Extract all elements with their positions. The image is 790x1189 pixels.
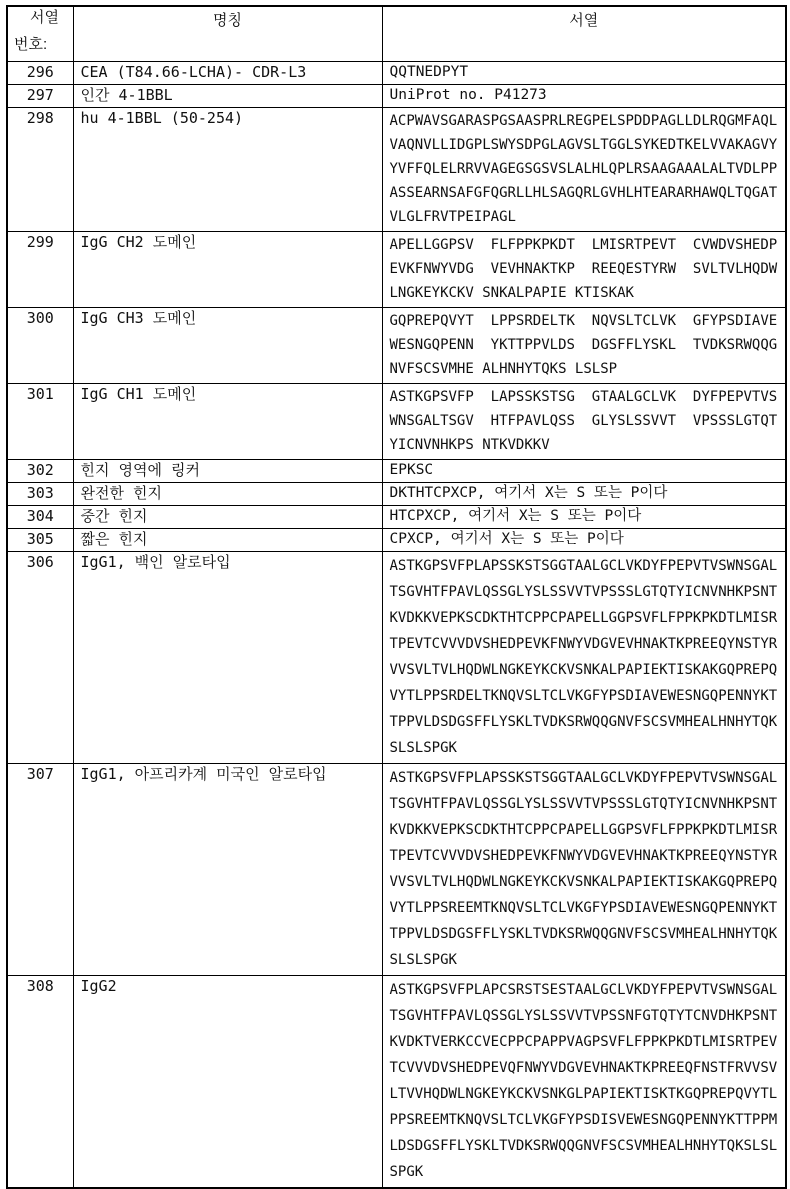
sequence-line: UniProt no. P41273 (389, 87, 547, 103)
sequence-cell (382, 108, 786, 232)
sequence-line: DKTHTCPXCP, 여기서 X는 S 또는 P이다 (389, 485, 668, 501)
sequence-line: SLSLSPGK (389, 740, 457, 756)
sequence-line: GQPREPQVYT LPPSRDELTK NQVSLTCLVK GFYPSDIAVE (389, 313, 778, 329)
header-row (7, 6, 786, 62)
name-cell: IgG2 (73, 976, 382, 1189)
sequence-line: VVSVLTVLHQDWLNGKEYKCKVSNKALPAPIEKTISKAKGQPREPQ (389, 662, 778, 678)
name-cell: IgG CH2 도메인 (73, 232, 382, 308)
sequence-line: ASTKGPSVFP LAPSSKSTSG GTAALGCLVK DYFPEPVTVS (389, 389, 778, 405)
sequence-line: VYTLPPSRDELTKNQVSLTCLVKGFYPSDIAVEWESNGQPENNYKT (389, 688, 778, 704)
name-cell: IgG1, 백인 알로타입 (73, 552, 382, 764)
sequence-line: TSGVHTFPAVLQSSGLYSLSSVVTVPSSSLGTQTYICNVNHKPSNT (389, 796, 778, 812)
sequence-line: PPSREEMTKNQVSLTCLVKGFYPSDISVEWESNGQPENNYKTTPPM (389, 1112, 778, 1128)
sequence-line: ASTKGPSVFPLAPSSKSTSGGTAALGCLVKDYFPEPVTVSWNSGAL (389, 770, 778, 786)
sequence-line: EVKFNWYVDG VEVHNAKTKP REEQESTYRW SVLTVLHQDW (389, 261, 778, 277)
table-row (7, 232, 786, 308)
name-cell: IgG1, 아프리카계 미국인 알로타입 (73, 764, 382, 976)
header-seq-number (7, 6, 73, 62)
sequence-line: LTVVHQDWLNGKEYKCKVSNKGLPAPIEKTISKTKGQPREPQVYTL (389, 1086, 778, 1102)
seq-number-cell: 303 (7, 483, 73, 506)
table-row (7, 384, 786, 460)
table-header (7, 6, 786, 62)
sequence-cell (382, 85, 786, 108)
seq-number-cell: 302 (7, 460, 73, 483)
sequence-table (6, 5, 787, 1189)
sequence-cell (382, 384, 786, 460)
sequence-line: VLGLFRVTPEIPAGL (389, 209, 516, 225)
sequence-line: VAQNVLLIDGPLSWYSDPGLAGVSLTGGLSYKEDTKELVVAKAGVY (389, 137, 778, 153)
sequence-line: ASSEARNSAFGFQGRLLHLSAGQRLGVHLHTEARARHAWQLTQGAT (389, 185, 778, 201)
sequence-line: VYTLPPSREEMTKNQVSLTCLVKGFYPSDIAVEWESNGQPENNYKT (389, 900, 778, 916)
sequence-line: EPKSC (389, 462, 434, 478)
sequence-line: TSGVHTFPAVLQSSGLYSLSSVVTVPSSSLGTQTYICNVNHKPSNT (389, 584, 778, 600)
sequence-line: TSGVHTFPAVLQSSGLYSLSSVVTVPSSNFGTQTYTCNVDHKPSNT (389, 1008, 778, 1024)
table-row (7, 529, 786, 552)
name-cell: 완전한 힌지 (73, 483, 382, 506)
seq-number-cell: 307 (7, 764, 73, 976)
sequence-line: LDSDGSFFLYSKLTVDKSRWQQGNVFSCSVMHEALHNHYTQKSLSL (389, 1138, 778, 1154)
sequence-line: TPPVLDSDGSFFLYSKLTVDKSRWQQGNVFSCSVMHEALHNHYTQK (389, 926, 778, 942)
sequence-line: HTCPXCP, 여기서 X는 S 또는 P이다 (389, 508, 642, 524)
sequence-line: TCVVVDVSHEDPEVQFNWYVDGVEVHNAKTKPREEQFNSTFRVVSV (389, 1060, 778, 1076)
seq-number-cell: 298 (7, 108, 73, 232)
sequence-line: ASTKGPSVFPLAPSSKSTSGGTAALGCLVKDYFPEPVTVSWNSGAL (389, 558, 778, 574)
seq-number-cell: 300 (7, 308, 73, 384)
sequence-cell (382, 529, 786, 552)
sequence-line: CPXCP, 여기서 X는 S 또는 P이다 (389, 531, 624, 547)
seq-number-cell: 306 (7, 552, 73, 764)
sequence-cell (382, 552, 786, 764)
name-cell: IgG CH1 도메인 (73, 384, 382, 460)
sequence-line: QQTNEDPYT (389, 64, 469, 80)
sequence-cell (382, 62, 786, 85)
table-row (7, 460, 786, 483)
table-row (7, 764, 786, 976)
header-seq-number-line1: 서열 (30, 9, 59, 26)
sequence-line: ASTKGPSVFPLAPCSRSTSESTAALGCLVKDYFPEPVTVSWNSGAL (389, 982, 778, 998)
sequence-cell (382, 506, 786, 529)
name-cell: hu 4-1BBL (50-254) (73, 108, 382, 232)
table-row (7, 308, 786, 384)
sequence-cell (382, 460, 786, 483)
header-sequence: 서열 (382, 6, 786, 62)
table-row (7, 506, 786, 529)
sequence-cell (382, 764, 786, 976)
sequence-cell (382, 232, 786, 308)
sequence-line: WNSGALTSGV HTFPAVLQSS GLYSLSSVVT VPSSSLGTQT (389, 413, 778, 429)
name-cell: IgG CH3 도메인 (73, 308, 382, 384)
seq-number-cell: 299 (7, 232, 73, 308)
seq-number-cell: 304 (7, 506, 73, 529)
sequence-line: NVFSCSVMHE ALHNHYTQKS LSLSP (389, 361, 618, 377)
table-row (7, 108, 786, 232)
name-cell: 힌지 영역에 링커 (73, 460, 382, 483)
sequence-cell (382, 483, 786, 506)
sequence-line: ACPWAVSGARASPGSAASPRLREGPELSPDDPAGLLDLRQGMFAQL (389, 113, 778, 129)
sequence-cell (382, 308, 786, 384)
header-name: 명칭 (73, 6, 382, 62)
name-cell: CEA (T84.66-LCHA)- CDR-L3 (73, 62, 382, 85)
sequence-line: TPEVTCVVVDVSHEDPEVKFNWYVDGVEVHNAKTKPREEQYNSTYR (389, 636, 778, 652)
table-row (7, 976, 786, 1189)
sequence-line: WESNGQPENN YKTTPPVLDS DGSFFLYSKL TVDKSRWQQG (389, 337, 778, 353)
seq-number-cell: 301 (7, 384, 73, 460)
sequence-cell (382, 976, 786, 1189)
table-row (7, 552, 786, 764)
table-row (7, 483, 786, 506)
sequence-line: KVDKKVEPKSCDKTHTCPPCPAPELLGGPSVFLFPPKPKDTLMISR (389, 610, 778, 626)
name-cell: 짧은 힌지 (73, 529, 382, 552)
sequence-line: YICNVNHKPS NTKVDKKV (389, 437, 550, 453)
table-row (7, 85, 786, 108)
seq-number-cell: 308 (7, 976, 73, 1189)
sequence-line: VVSVLTVLHQDWLNGKEYKCKVSNKALPAPIEKTISKAKGQPREPQ (389, 874, 778, 890)
table-body (7, 62, 786, 1189)
sequence-line: KVDKKVEPKSCDKTHTCPPCPAPELLGGPSVFLFPPKPKDTLMISR (389, 822, 778, 838)
seq-number-cell: 296 (7, 62, 73, 85)
sequence-line: LNGKEYKCKV SNKALPAPIE KTISKAK (389, 285, 634, 301)
seq-number-cell: 297 (7, 85, 73, 108)
sequence-line: YVFFQLELRRVVAGEGSGSVSLALHLQPLRSAAGAAALALTVDLPP (389, 161, 778, 177)
name-cell: 중간 힌지 (73, 506, 382, 529)
sequence-line: TPPVLDSDGSFFLYSKLTVDKSRWQQGNVFSCSVMHEALHNHYTQK (389, 714, 778, 730)
sequence-line: SPGK (389, 1164, 424, 1180)
header-seq-number-line2: 번호: (14, 36, 48, 53)
sequence-line: KVDKTVERKCCVECPPCPAPPVAGPSVFLFPPKPKDTLMISRTPEV (389, 1034, 778, 1050)
table-row (7, 62, 786, 85)
sequence-line: TPEVTCVVVDVSHEDPEVKFNWYVDGVEVHNAKTKPREEQYNSTYR (389, 848, 778, 864)
sequence-line: SLSLSPGK (389, 952, 457, 968)
seq-number-cell: 305 (7, 529, 73, 552)
sequence-line: APELLGGPSV FLFPPKPKDT LMISRTPEVT CVWDVSHEDP (389, 237, 778, 253)
name-cell: 인간 4-1BBL (73, 85, 382, 108)
